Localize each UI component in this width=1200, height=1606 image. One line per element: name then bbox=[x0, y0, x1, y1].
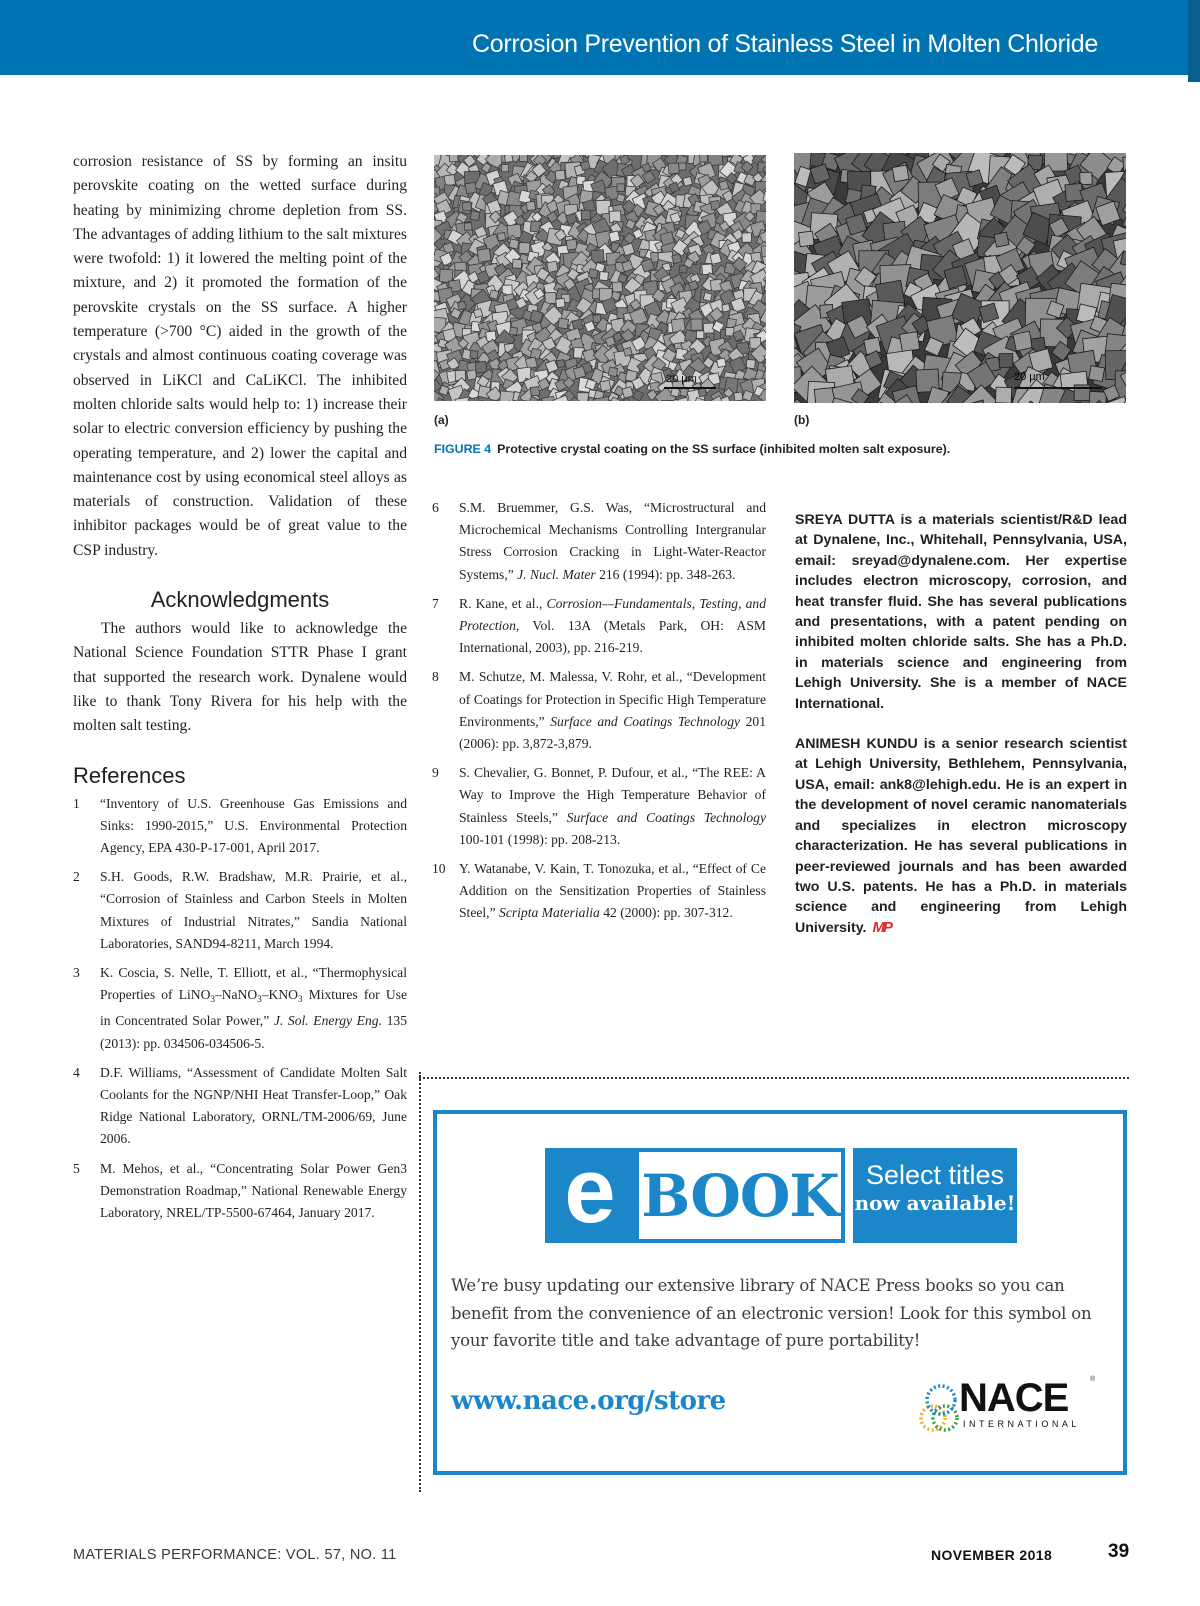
reference-list-part-2 bbox=[432, 497, 766, 925]
reference-item bbox=[432, 666, 766, 755]
scalebar-label-a: 20 μm bbox=[666, 373, 697, 385]
ebook-advertisement[interactable] bbox=[433, 1110, 1127, 1475]
tagline-line-2: now available! bbox=[854, 1191, 1016, 1215]
references-heading: References bbox=[73, 762, 186, 788]
author-bios bbox=[795, 510, 1127, 938]
reference-text: “Inventory of U.S. Greenhouse Gas Emissions and Sinks: 1990-2015,” U.S. Environmental Protection Agency, EPA 430-P-17-001, April 2017. bbox=[100, 795, 407, 855]
reference-text: D.F. Williams, “Assessment of Candidate Molten Salt Coolants for the NGNP/NHI Heat Transfer-Loop,” Oak Ridge National Laboratory, ORNL/TM-2006/69, June 2006. bbox=[100, 1064, 407, 1147]
author-bio-animesh-kundu: ANIMESH KUNDU is a senior research scientist at Lehigh University, Bethlehem, Pennsylvania, USA, email: ank8@lehigh.edu. He is an expert in the development of novel ceramic nanomaterials and specializes in electron microscopy characterization. He has several publications in peer-reviewed journals and has been awarded two U.S. patents. He has a Ph.D. in materials science and engineering from Lehigh University. MP bbox=[795, 736, 1127, 936]
reference-number: 7 bbox=[432, 595, 439, 611]
reference-number: 5 bbox=[73, 1160, 80, 1176]
reference-number: 8 bbox=[432, 669, 439, 685]
reference-text: M. Mehos, et al., “Concentrating Solar Power Gen3 Demonstration Roadmap,” National Renewable Energy Laboratory, NREL/TP-5500-67464, January 2017. bbox=[100, 1160, 407, 1220]
ebook-logo bbox=[545, 1139, 845, 1243]
figure-4b-sem-image bbox=[794, 153, 1126, 403]
nace-wordmark: NACE bbox=[959, 1376, 1069, 1420]
reference-number: 9 bbox=[432, 765, 439, 781]
sem-micrograph-fine-crystals bbox=[434, 155, 766, 401]
mp-end-mark-icon: MP bbox=[872, 918, 891, 936]
header-band bbox=[0, 0, 1188, 75]
reference-text: S.M. Bruemmer, G.S. Was, “Microstructural and Microchemical Mechanisms Controlling Intergranular Stress Corrosion Cracking in Light-Water-Reactor Systems,” J. Nucl. Mater 216 (1994): pp. 348-263. bbox=[459, 500, 766, 582]
figure-caption-text: Protective crystal coating on the SS surface (inhibited molten salt exposure). bbox=[497, 442, 951, 456]
sem-micrograph-coarse-crystals bbox=[794, 153, 1126, 403]
reference-item bbox=[73, 962, 407, 1055]
reference-item bbox=[432, 497, 766, 586]
scalebar-label-b: 20 μm bbox=[1014, 371, 1045, 383]
running-header-title: Corrosion Prevention of Stainless Steel in Molten Chloride bbox=[472, 30, 1098, 58]
reference-item bbox=[73, 1062, 407, 1151]
reference-text: K. Coscia, S. Nelle, T. Elliott, et al., “Thermophysical Properties of $LiNO_3-NaNO_3-KNO_3$ Mixtures for Use in Concentrated Solar Power,” J. Sol. Energy Eng. 135 (2013): pp. 034506-034506-5. bbox=[100, 964, 407, 1051]
reference-number: 4 bbox=[73, 1064, 80, 1080]
reference-item bbox=[432, 858, 766, 925]
figure-4a-sem-image bbox=[434, 155, 766, 401]
dotted-divider-horizontal bbox=[419, 1077, 1129, 1079]
panel-label-b: (b) bbox=[794, 413, 810, 427]
reference-number: 10 bbox=[432, 861, 446, 877]
nace-international-logo bbox=[917, 1376, 1102, 1436]
dotted-divider-vertical bbox=[419, 1072, 421, 1492]
ad-body-text: We’re busy updating our extensive library of NACE Press books so you can benefit from the convenience of an electronic version! Look for this symbol on your favorite title and take advantage of pure portability! bbox=[451, 1276, 1092, 1350]
registered-mark: ® bbox=[1090, 1376, 1096, 1383]
nace-store-link[interactable]: www.nace.org/store bbox=[451, 1386, 726, 1416]
body-paragraph: corrosion resistance of SS by forming an insitu perovskite coating on the wetted surface during heating by minimizing chrome depletion from SS. The advantages of adding lithium to the salt mixtures were twofold: 1) it lowered the melting point of the mixture, and 2) it promoted the formation of the perovskite crystals on the SS surface. A higher temperature (>700 °C) aided in the growth of the crystals and almost continuous coating coverage was observed in LiKCl and CaLiKCl. The inhibited molten chloride salts would help to: 1) increase their solar to electric conversion efficiency by pushing the operating temperature, and 2) lower the capital and maintenance cost by using economical steel alloys as materials of construction. Validation of these inhibitor packages would be of great value to the CSP industry. bbox=[73, 153, 407, 559]
panel-label-a: (a) bbox=[434, 413, 449, 427]
reference-number: 1 bbox=[73, 795, 80, 811]
footer-publication: MATERIALS PERFORMANCE: VOL. 57, NO. 11 bbox=[73, 1547, 397, 1563]
figure-caption bbox=[434, 442, 950, 456]
ebook-book-wordmark: BOOK bbox=[639, 1152, 841, 1239]
column-1 bbox=[73, 150, 407, 1231]
reference-text: S.H. Goods, R.W. Bradshaw, M.R. Prairie, et al., “Corrosion of Stainless and Carbon Steels in Molten Mixtures of Industrial Nitrates,” Sandia National Laboratories, SAND94-8211, March 1994. bbox=[100, 869, 407, 951]
footer-date: NOVEMBER 2018 bbox=[931, 1547, 1053, 1563]
nace-subtitle: INTERNATIONAL bbox=[963, 1419, 1080, 1429]
reference-text: M. Schutze, M. Malessa, V. Rohr, et al., “Development of Coatings for Protection in Specific High Temperature Environments,” Surface and Coatings Technology 201 (2006): pp. 3,872-3,879. bbox=[459, 669, 766, 752]
reference-item bbox=[432, 593, 766, 660]
tagline-line-1: Select titles bbox=[865, 1160, 1005, 1190]
reference-item bbox=[73, 866, 407, 955]
acknowledgments-text: The authors would like to acknowledge the National Science Foundation STTR Phase I grant that supported the research work. Dynalene would like to thank Tony Rivera for his help with the molten salt testing. bbox=[73, 620, 407, 735]
ebook-e-glyph: e bbox=[564, 1139, 616, 1242]
reference-text: S. Chevalier, G. Bonnet, P. Dufour, et al., “The REE: A Way to Improve the High Temperature Behavior of Stainless Steels,” Surface and Coatings Technology 100-101 (1998): pp. 208-213. bbox=[459, 765, 766, 847]
reference-item bbox=[73, 793, 407, 860]
page-number: 39 bbox=[1108, 1541, 1130, 1562]
reference-number: 2 bbox=[73, 869, 80, 885]
reference-number: 6 bbox=[432, 500, 439, 515]
reference-text: R. Kane, et al., Corrosion—Fundamentals, Testing, and Protection, Vol. 13A (Metals Park, OH: ASM International, 2003), pp. 216-219. bbox=[459, 595, 766, 656]
reference-item bbox=[73, 1158, 407, 1225]
reference-text: Y. Watanabe, V. Kain, T. Tonozuka, et al., “Effect of Ce Addition on the Sensitization Properties of Stainless Steel,” Scripta Materialia 42 (2000): pp. 307-312. bbox=[459, 861, 766, 921]
ebook-tagline bbox=[853, 1148, 1017, 1243]
scalebar-line-a bbox=[664, 387, 716, 389]
reference-list-part-1 bbox=[73, 793, 407, 1225]
reference-number: 3 bbox=[73, 964, 80, 980]
author-bio-sreya-dutta: SREYA DUTTA is a materials scientist/R&D lead at Dynalene, Inc., Whitehall, Pennsylvania, USA, email: sreyad@dynalene.com. Her expertise includes electron microscopy, corrosion, and heat transfer fluid. She has several publications and presentations, with a patent pending on inhibited molten chloride salts. She has a Ph.D. in materials science and engineering from Lehigh University. She is a member of NACE International. bbox=[795, 512, 1127, 712]
acknowledgments-heading: Acknowledgments bbox=[150, 587, 330, 613]
header-edge-tab bbox=[1188, 0, 1200, 82]
figure-number: FIGURE 4 bbox=[434, 442, 492, 456]
scalebar-line-b bbox=[1014, 387, 1102, 389]
column-2 bbox=[432, 497, 766, 932]
reference-item bbox=[432, 762, 766, 851]
nace-ring-icon bbox=[917, 1378, 961, 1436]
